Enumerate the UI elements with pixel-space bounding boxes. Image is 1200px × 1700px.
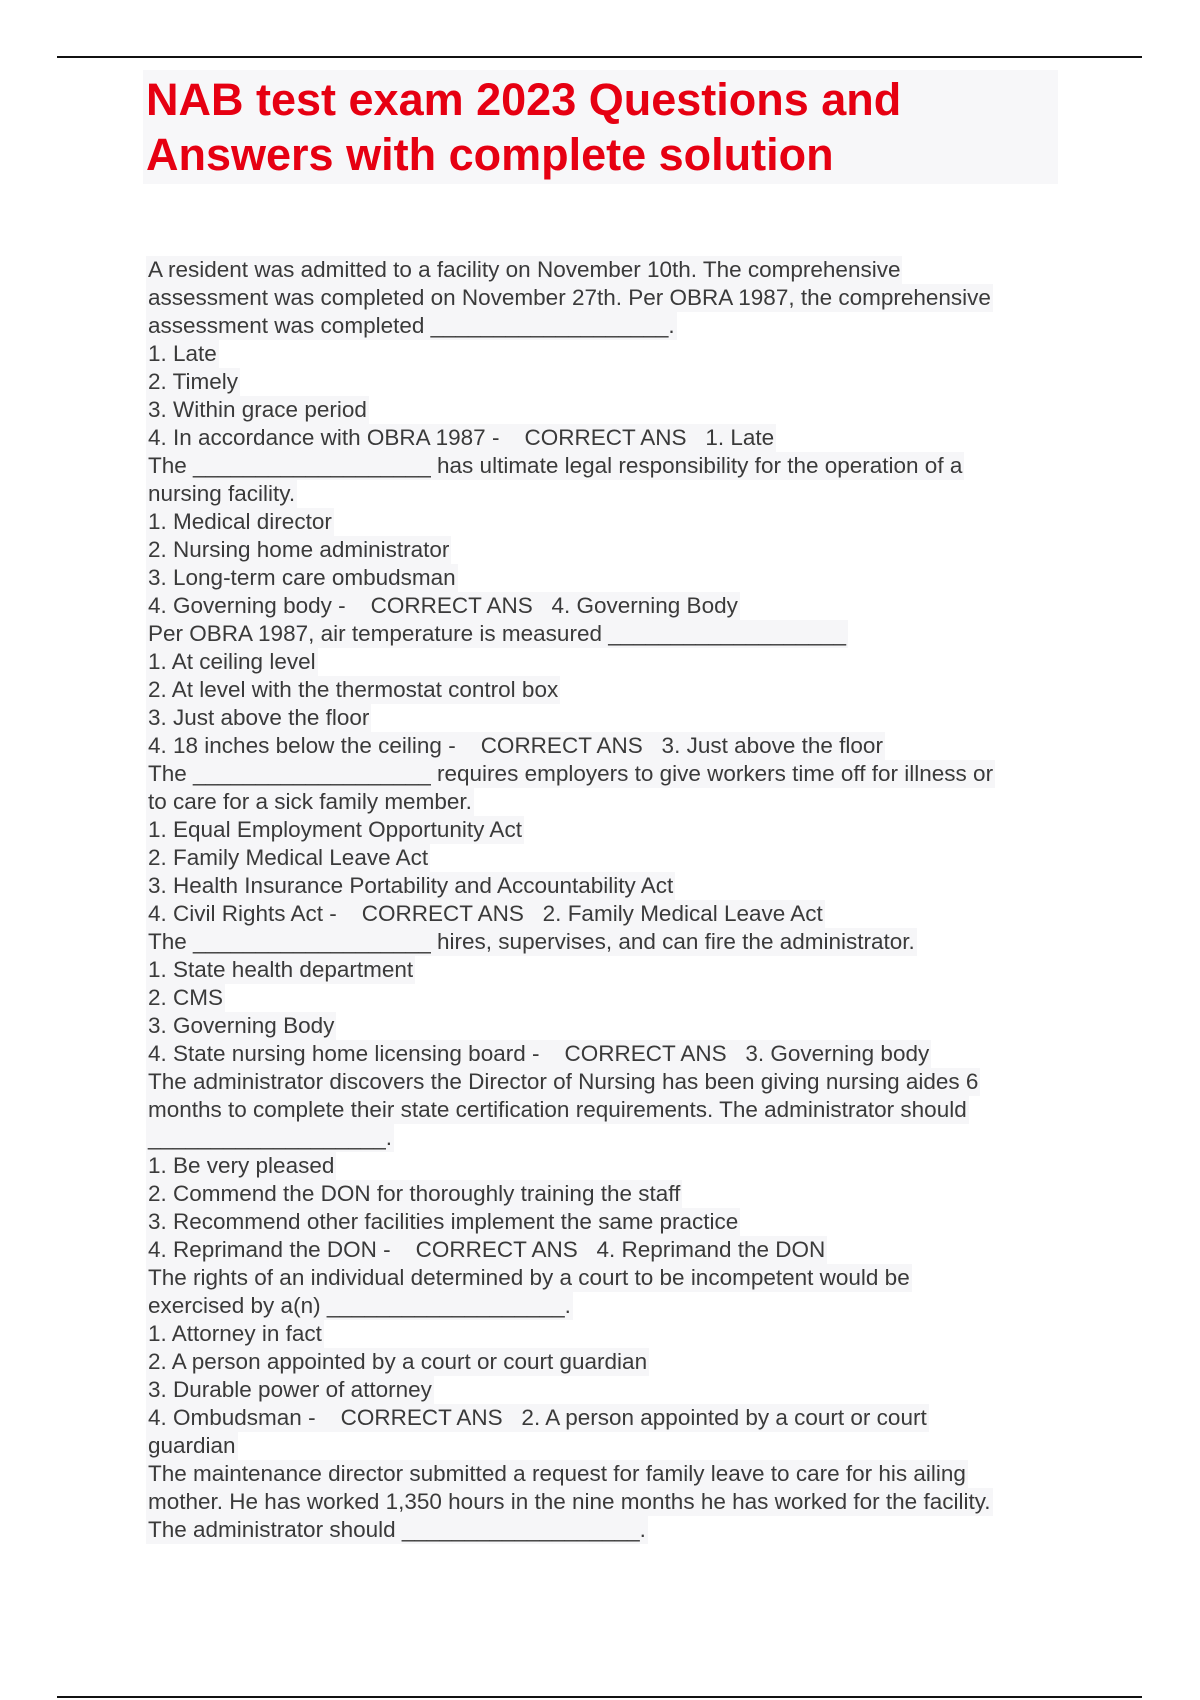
text-line: 4. Reprimand the DON - CORRECT ANS 4. Reprimand the DON: [148, 1237, 826, 1262]
text-line: exercised by a(n) ___________________.: [148, 1293, 571, 1318]
title-line: Answers with complete solution: [146, 129, 834, 180]
text-line: 1. Attorney in fact: [148, 1321, 322, 1346]
text-line: ___________________.: [148, 1125, 393, 1150]
text-line: 4. In accordance with OBRA 1987 - CORRECT ANS 1. Late: [148, 425, 775, 450]
text-line: The administrator should ___________________.: [148, 1517, 646, 1542]
text-line: The rights of an individual determined by a court to be incompetent would be: [148, 1265, 910, 1290]
text-line: 4. Civil Rights Act - CORRECT ANS 2. Family Medical Leave Act: [148, 901, 823, 926]
text-line: 3. Recommend other facilities implement the same practice: [148, 1209, 739, 1234]
text-line: 2. At level with the thermostat control box: [148, 677, 559, 702]
bottom-rule: [57, 1696, 1142, 1698]
text-line: A resident was admitted to a facility on November 10th. The comprehensive: [148, 257, 901, 282]
text-line: 3. Governing Body: [148, 1013, 335, 1038]
text-line: 1. Medical director: [148, 509, 332, 534]
text-line: 1. At ceiling level: [148, 649, 316, 674]
text-line: 1. Be very pleased: [148, 1153, 335, 1178]
text-line: The ___________________ requires employers to give workers time off for illness or: [148, 761, 994, 786]
text-line: The maintenance director submitted a request for family leave to care for his ailing: [148, 1461, 966, 1486]
text-line: 2. Nursing home administrator: [148, 537, 450, 562]
text-line: 2. CMS: [148, 985, 224, 1010]
text-line: 4. 18 inches below the ceiling - CORRECT ANS 3. Just above the floor: [148, 733, 883, 758]
text-line: The administrator discovers the Director of Nursing has been giving nursing aides 6: [148, 1069, 979, 1094]
text-line: 1. Late: [148, 341, 217, 366]
text-line: 4. State nursing home licensing board - CORRECT ANS 3. Governing body: [148, 1041, 930, 1066]
title-line: NAB test exam 2023 Questions and: [146, 74, 902, 125]
text-line: 3. Just above the floor: [148, 705, 370, 730]
text-line: mother. He has worked 1,350 hours in the nine months he has worked for the facility.: [148, 1489, 991, 1514]
question-answer-list: [146, 256, 1066, 1544]
text-line: The ___________________ hires, supervises, and can fire the administrator.: [148, 929, 915, 954]
text-line: 2. Commend the DON for thoroughly training the staff: [148, 1181, 681, 1206]
top-rule: [57, 56, 1142, 58]
text-line: 2. Timely: [148, 369, 239, 394]
text-line: The ___________________ has ultimate legal responsibility for the operation of a: [148, 453, 963, 478]
text-line: 3. Within grace period: [148, 397, 367, 422]
text-line: 3. Health Insurance Portability and Accountability Act: [148, 873, 674, 898]
document-title: [143, 70, 1058, 182]
text-line: Per OBRA 1987, air temperature is measured ___________________: [148, 621, 846, 646]
text-line: 4. Governing body - CORRECT ANS 4. Governing Body: [148, 593, 738, 618]
text-line: months to complete their state certification requirements. The administrator should: [148, 1097, 967, 1122]
text-line: assessment was completed ___________________.: [148, 313, 675, 338]
text-line: 1. Equal Employment Opportunity Act: [148, 817, 522, 842]
text-line: to care for a sick family member.: [148, 789, 472, 814]
text-line: 2. A person appointed by a court or court guardian: [148, 1349, 648, 1374]
text-line: 3. Durable power of attorney: [148, 1377, 432, 1402]
text-line: nursing facility.: [148, 481, 296, 506]
text-line: 1. State health department: [148, 957, 414, 982]
text-line: 3. Long-term care ombudsman: [148, 565, 456, 590]
text-line: assessment was completed on November 27th. Per OBRA 1987, the comprehensive: [148, 285, 991, 310]
text-line: 4. Ombudsman - CORRECT ANS 2. A person appointed by a court or court: [148, 1405, 927, 1430]
text-line: guardian: [148, 1433, 236, 1458]
text-line: 2. Family Medical Leave Act: [148, 845, 429, 870]
title-block: [143, 70, 1058, 184]
